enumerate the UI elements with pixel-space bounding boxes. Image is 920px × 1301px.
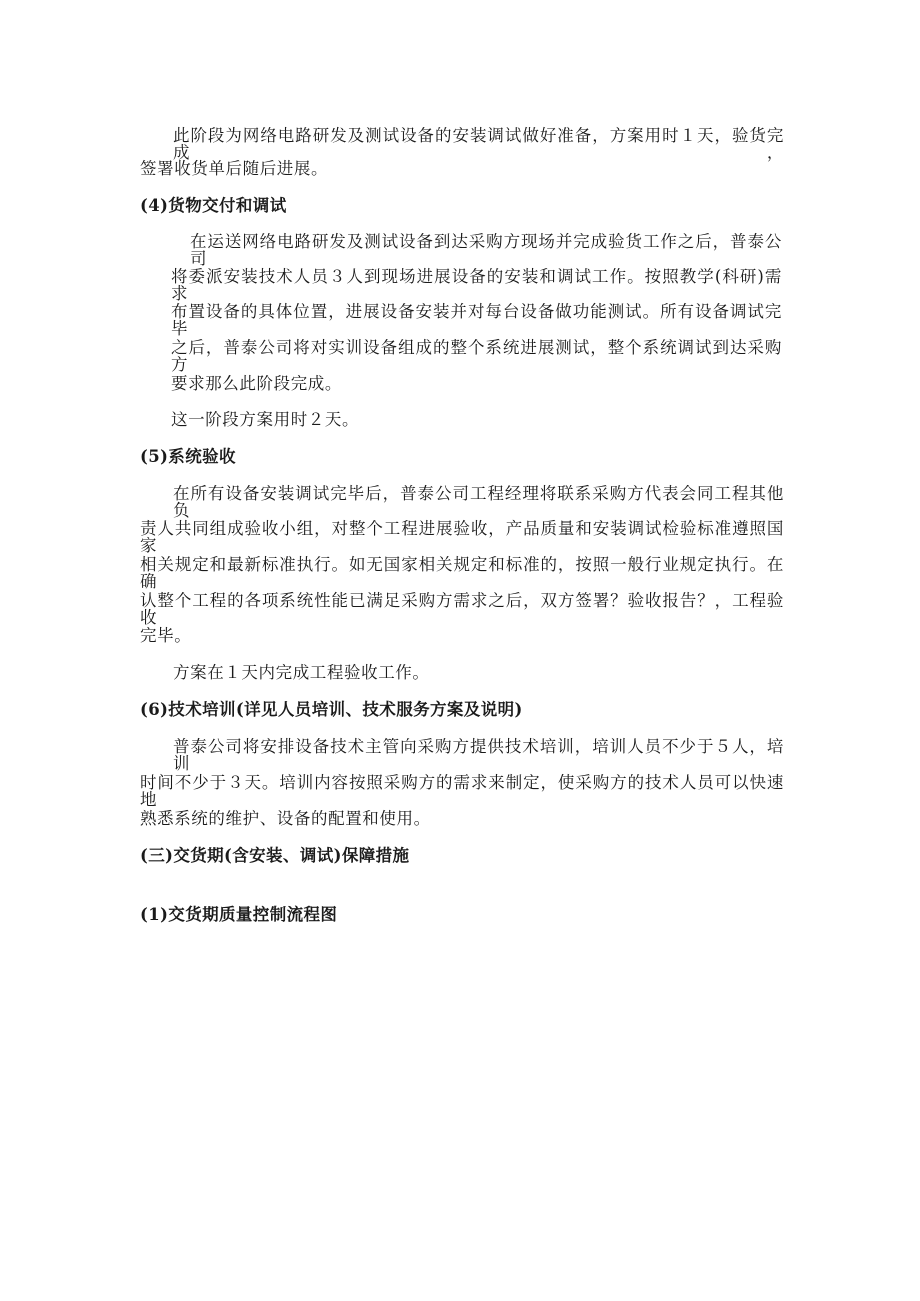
paragraph-line: 相关规定和最新标准执行。如无国家相关规定和标准的，按照一般行业规定执行。在确 [140,555,784,591]
paragraph-line: 布置设备的具体位置，进展设备安装并对每台设备做功能测试。所有设备调试完毕 [171,302,782,338]
section-heading: (4)货物交付和调试 [140,196,287,215]
section-heading: (三)交货期(含安装、调试)保障措施 [140,846,410,865]
paragraph-line: 方案在１天内完成工程验收工作。 [173,663,430,682]
paragraph-line: 普泰公司将安排设备技术主管向采购方提供技术培训，培训人员不少于５人，培训 [173,737,784,773]
paragraph-line: 这一阶段方案用时２天。 [171,410,360,429]
paragraph-line: 时间不少于３天。培训内容按照采购方的需求来制定，使采购方的技术人员可以快速地 [140,773,784,809]
paragraph-line: 签署收货单后随后进展。 [140,159,329,178]
paragraph-line: 之后，普泰公司将对实训设备组成的整个系统进展测试，整个系统调试到达采购方 [171,338,782,374]
paragraph-line: 完毕。 [140,626,192,645]
section-heading: (1)交货期质量控制流程图 [140,905,338,924]
section-heading: (6)技术培训(详见人员培训、技术服务方案及说明) [140,700,523,719]
paragraph-line: 在所有设备安装调试完毕后，普泰公司工程经理将联系采购方代表会同工程其他负 [173,484,784,520]
paragraph-line: 在运送网络电路研发及测试设备到达采购方现场并完成验货工作之后，普泰公司 [190,232,782,268]
paragraph-line: 将委派安装技术人员３人到现场进展设备的安装和调试工作。按照教学(科研)需求 [171,267,782,303]
paragraph-line: 认整个工程的各项系统性能已满足采购方需求之后，双方签署？验收报告？，工程验收 [140,591,784,627]
section-heading: (5)系统验收 [140,447,236,466]
paragraph-line: 要求那么此阶段完成。 [171,374,342,393]
paragraph-line: 此阶段为网络电路研发及测试设备的安装调试做好准备，方案用时１天，验货完成， [173,126,784,162]
paragraph-line: 责人共同组成验收小组，对整个工程进展验收，产品质量和安装调试检验标准遵照国家 [140,519,784,555]
paragraph-line: 熟悉系统的维护、设备的配置和使用。 [140,809,431,828]
